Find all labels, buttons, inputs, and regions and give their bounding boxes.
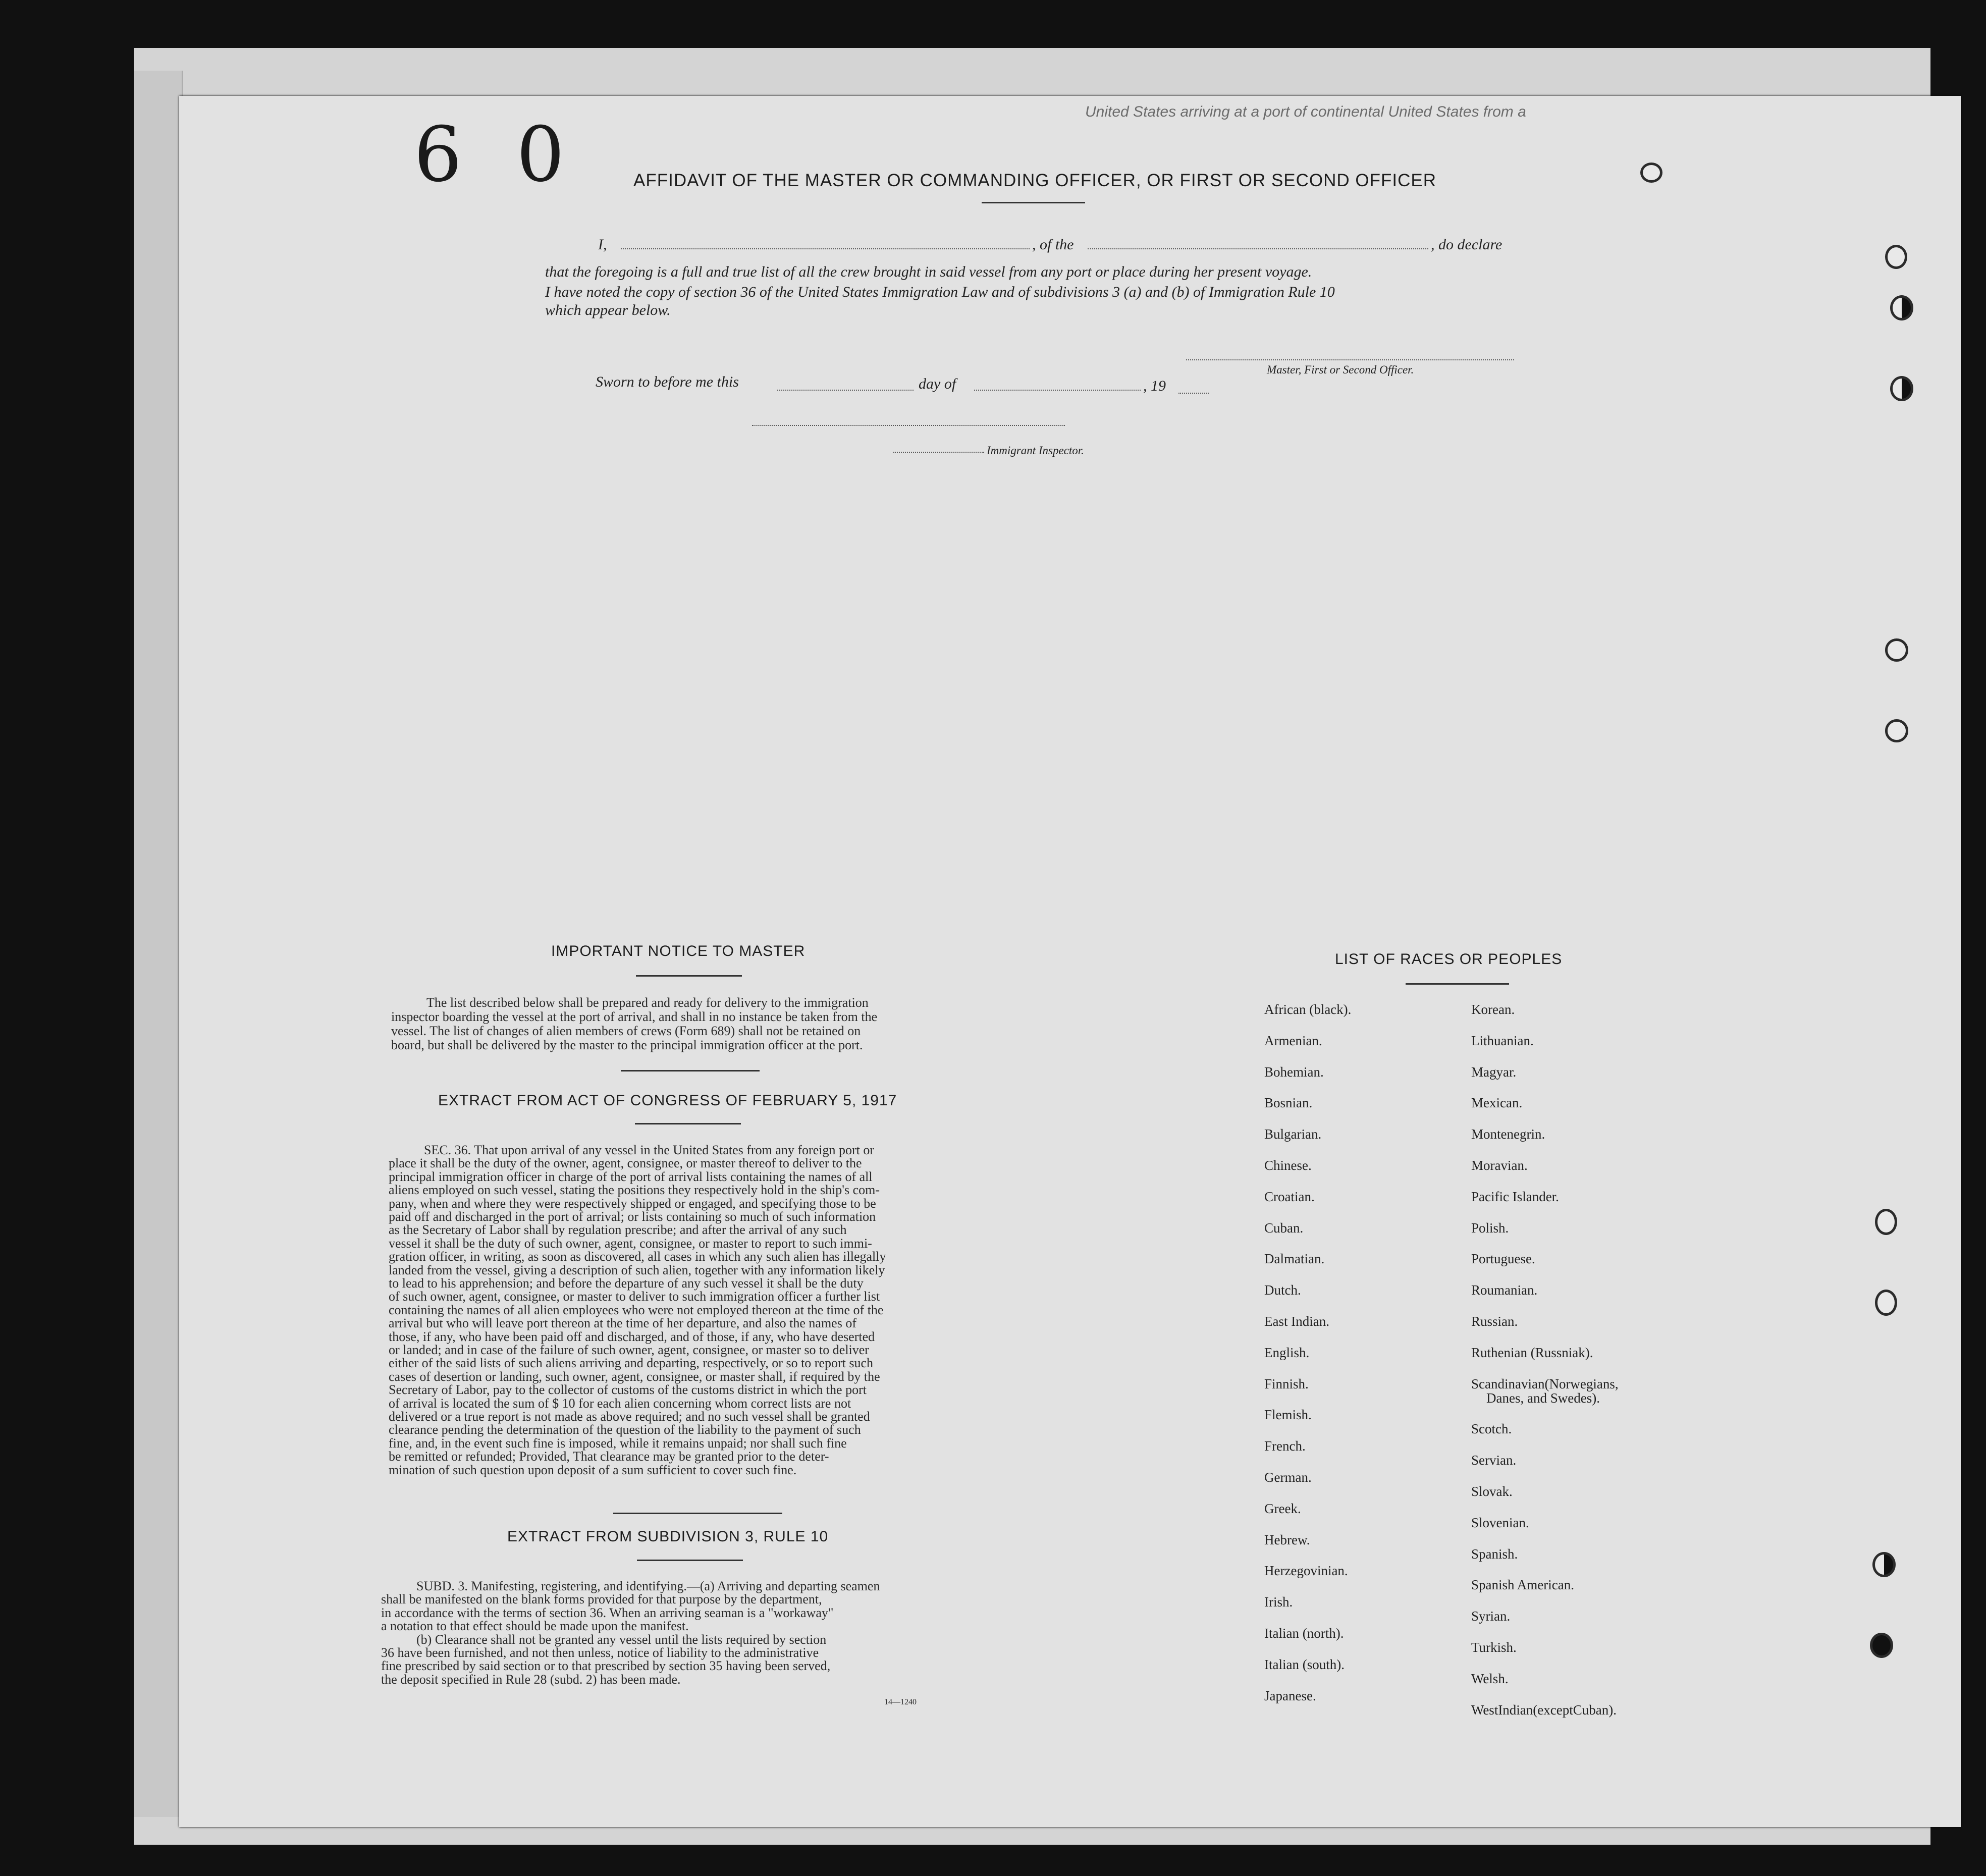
- body-line: either of the said lists of such aliens arriving and departing, respectively, or so to report such: [389, 1356, 874, 1371]
- race-item: Ruthenian (Russniak).: [1471, 1345, 1593, 1360]
- race-item: Chinese.: [1264, 1158, 1312, 1173]
- body-line: delivered or a true report is not made as above required; and no such vessel shall be granted: [389, 1409, 870, 1424]
- race-item: Lithuanian.: [1471, 1033, 1534, 1048]
- master-signature-label: Master, First or Second Officer.: [1267, 363, 1414, 376]
- race-item: Polish.: [1471, 1220, 1509, 1236]
- body-line: fine prescribed by said section or to that prescribed by section 35 having been served,: [381, 1658, 831, 1674]
- affidavit-title: AFFIDAVIT OF THE MASTER OR COMMANDING OFFICER, OR FIRST OR SECOND OFFICER: [633, 171, 1437, 190]
- race-item: Syrian.: [1471, 1609, 1511, 1624]
- vessel-field[interactable]: [1088, 248, 1428, 249]
- extract-rule-title: EXTRACT FROM SUBDIVISION 3, RULE 10: [507, 1528, 829, 1545]
- body-line: place it shall be the duty of the owner, agent, consignee, or master thereof to deliver to the: [389, 1156, 862, 1171]
- race-item: Servian.: [1471, 1453, 1517, 1468]
- race-item: Herzegovinian.: [1264, 1563, 1348, 1579]
- body-line: of arrival is located the sum of $ 10 for each alien concerning whom correct lists are not: [389, 1396, 851, 1411]
- body-line: mination of such question upon deposit of a sum sufficient to cover such fine.: [389, 1462, 797, 1477]
- divider: [621, 1070, 760, 1071]
- punch-hole-icon: [1885, 638, 1908, 662]
- race-item: East Indian.: [1264, 1314, 1329, 1329]
- race-item: Slovenian.: [1471, 1515, 1529, 1530]
- master-signature-field[interactable]: [1186, 359, 1514, 360]
- race-item: Scandinavian(Norwegians,: [1471, 1376, 1619, 1391]
- race-item: Moravian.: [1471, 1158, 1528, 1173]
- divider: [613, 1513, 782, 1514]
- race-item: Russian.: [1471, 1314, 1518, 1329]
- sworn-label: Sworn to before me this: [596, 373, 739, 390]
- race-item: Pacific Islander.: [1471, 1189, 1559, 1204]
- body-line: as the Secretary of Labor shall by regulation prescribe; and after the arrival of any such: [389, 1222, 847, 1238]
- race-item: Armenian.: [1264, 1033, 1322, 1048]
- race-item: Korean.: [1471, 1002, 1515, 1017]
- race-item: Dalmatian.: [1264, 1251, 1325, 1267]
- body-line: clearance pending the determination of the question of the liability to the payment of such: [389, 1422, 861, 1437]
- race-item: Japanese.: [1264, 1688, 1316, 1703]
- divider: [635, 1123, 741, 1124]
- affidavit-line-3: which appear below.: [545, 302, 671, 318]
- body-line: those, if any, who have been paid off and discharged, and of those, if any, who have deserted: [389, 1329, 875, 1344]
- race-item: Greek.: [1264, 1500, 1301, 1516]
- body-line: arrival but who will leave port thereon at the time of her departure, and also the names of: [389, 1316, 856, 1331]
- body-line: a notation to that effect should be made upon the manifest.: [381, 1619, 689, 1634]
- notice-line: inspector boarding the vessel at the port of arrival, and shall in no instance be taken from the: [391, 1009, 878, 1024]
- body-line: in accordance with the terms of section 36. When an arriving seaman is a "workaway": [381, 1605, 834, 1620]
- body-line: fine, and, in the event such fine is imposed, while it remains unpaid; nor shall such fine: [389, 1435, 847, 1451]
- race-item: Hebrew.: [1264, 1532, 1310, 1547]
- race-item: Magyar.: [1471, 1064, 1517, 1080]
- race-item: Spanish American.: [1471, 1577, 1574, 1593]
- race-item: Cuban.: [1264, 1220, 1304, 1236]
- race-item: Roumanian.: [1471, 1282, 1538, 1298]
- year-prefix: , 19: [1143, 378, 1166, 394]
- punch-hole-icon: [1875, 1209, 1897, 1235]
- body-line: (b) Clearance shall not be granted any vessel until the lists required by section: [416, 1632, 827, 1647]
- races-title: LIST OF RACES OR PEOPLES: [1335, 951, 1563, 968]
- underlying-page-text: United States arriving at a port of continental United States from a: [1085, 103, 1526, 120]
- form-number: 14—1240: [884, 1698, 917, 1706]
- body-line: the deposit specified in Rule 28 (subd. 2) has been made.: [381, 1672, 681, 1687]
- body-line: principal immigration officer in charge of the port of arrival lists containing the names of all: [389, 1169, 873, 1184]
- name-field[interactable]: [621, 248, 1030, 249]
- punch-hole-icon: [1885, 719, 1908, 742]
- race-item: Slovak.: [1471, 1484, 1513, 1499]
- race-item: German.: [1264, 1470, 1312, 1485]
- race-item: Italian (south).: [1264, 1656, 1345, 1672]
- divider: [1406, 983, 1509, 985]
- sworn-year-field[interactable]: [1178, 393, 1209, 394]
- race-item: Spanish.: [1471, 1546, 1518, 1562]
- divider: [636, 975, 742, 977]
- notice-line: board, but shall be delivered by the master to the principal immigration officer at the port.: [391, 1038, 863, 1052]
- body-line: shall be manifested on the blank forms provided for that purpose by the department,: [381, 1592, 822, 1607]
- punch-hole-icon: [1875, 1290, 1897, 1316]
- body-line: landed from the vessel, giving a description of such alien, together with any information likely: [389, 1262, 885, 1277]
- race-item: Finnish.: [1264, 1376, 1309, 1391]
- race-item: Bosnian.: [1264, 1095, 1313, 1111]
- body-line: or landed; and in case of the failure of such owner, agent, consignee, or master so to deliver: [389, 1343, 869, 1357]
- punch-hole-icon: [1890, 295, 1913, 320]
- race-item: Bohemian.: [1264, 1064, 1324, 1080]
- punch-hole-icon: [1885, 245, 1907, 269]
- notice-title: IMPORTANT NOTICE TO MASTER: [551, 943, 806, 959]
- document-page: [179, 96, 1961, 1827]
- body-line: SEC. 36. That upon arrival of any vessel in the United States from any foreign port or: [424, 1143, 874, 1157]
- affidavit-of-the: , of the: [1032, 236, 1074, 253]
- divider: [982, 202, 1085, 203]
- affidavit-line-2: I have noted the copy of section 36 of the United States Immigration Law and of subdivisions 3 (a) and (b) of Immigration Rule 10: [545, 284, 1335, 300]
- body-line: cases of desertion or landing, such owner, agent, consignee, or master shall, if required by the: [389, 1369, 880, 1384]
- inspector-label: Immigrant Inspector.: [987, 444, 1084, 457]
- punch-hole-icon: [1872, 1552, 1896, 1577]
- race-item: English.: [1264, 1345, 1310, 1360]
- affidavit-i-label: I,: [598, 236, 607, 253]
- extract-act-title: EXTRACT FROM ACT OF CONGRESS OF FEBRUARY 5, 1917: [438, 1092, 897, 1109]
- race-item: Portuguese.: [1471, 1251, 1535, 1267]
- body-line: vessel it shall be the duty of such owner, agent, consignee, or master to report to such immi-: [389, 1236, 872, 1251]
- notice-line: vessel. The list of changes of alien members of crews (Form 689) shall not be retained on: [391, 1024, 861, 1038]
- race-item: Mexican.: [1471, 1095, 1523, 1111]
- race-item: Italian (north).: [1264, 1626, 1344, 1641]
- body-line: SUBD. 3. Manifesting, registering, and identifying.—(a) Arriving and departing seamen: [416, 1579, 880, 1593]
- body-line: paid off and discharged in the port of arrival; or lists containing so much of such information: [389, 1209, 876, 1224]
- race-item: French.: [1264, 1438, 1306, 1454]
- notice-line: The list described below shall be prepared and ready for delivery to the immigration: [426, 995, 869, 1010]
- divider: [637, 1560, 743, 1561]
- race-item: WestIndian(exceptCuban).: [1471, 1702, 1617, 1718]
- race-item: Turkish.: [1471, 1640, 1517, 1655]
- race-item: Montenegrin.: [1471, 1127, 1545, 1142]
- back-sheet-ruled-edge: [134, 71, 183, 1817]
- race-item: Irish.: [1264, 1594, 1293, 1610]
- body-line: gration officer, in writing, as soon as discovered, all cases in which any such alien has illegally: [389, 1249, 886, 1264]
- body-line: to lead to his apprehension; and before the departure of any such vessel it shall be the duty: [389, 1276, 864, 1291]
- race-item: Dutch.: [1264, 1282, 1301, 1298]
- body-line: Secretary of Labor, pay to the collector of customs of the customs district in which the port: [389, 1382, 867, 1398]
- punch-hole-icon: [1870, 1633, 1893, 1658]
- handwritten-number: 6 0: [414, 111, 580, 199]
- sworn-month-field[interactable]: [974, 390, 1141, 391]
- race-item: Scotch.: [1471, 1421, 1512, 1437]
- body-line: pany, when and where they were respectively shipped or engaged, and specifying those to be: [389, 1196, 876, 1211]
- body-line: of such owner, agent, consignee, or master to deliver to such immigration officer a further list: [389, 1289, 880, 1304]
- inspector-signature-field[interactable]: [752, 425, 1065, 426]
- inspector-name-field[interactable]: [893, 452, 984, 453]
- day-of-label: day of: [919, 376, 956, 392]
- affidavit-line-1: that the foregoing is a full and true list of all the crew brought in said vessel from any port or place during her present voyage.: [545, 263, 1312, 280]
- race-item: Danes, and Swedes).: [1486, 1390, 1600, 1406]
- body-line: containing the names of all alien employees who were not employed thereon at the time of the: [389, 1302, 884, 1317]
- race-item: Bulgarian.: [1264, 1127, 1322, 1142]
- body-line: be remitted or refunded; Provided, That clearance may be granted prior to the deter-: [389, 1449, 829, 1464]
- punch-hole-icon: [1640, 163, 1662, 183]
- race-item: Flemish.: [1264, 1407, 1312, 1423]
- race-item: African (black).: [1264, 1002, 1352, 1017]
- race-item: Croatian.: [1264, 1189, 1315, 1204]
- race-item: Welsh.: [1471, 1671, 1509, 1686]
- sworn-day-field[interactable]: [777, 390, 914, 391]
- punch-hole-icon: [1890, 376, 1913, 401]
- body-line: 36 have been furnished, and not then unless, notice of liability to the administrative: [381, 1645, 819, 1660]
- body-line: aliens employed on such vessel, stating the positions they respectively hold in the ship's com-: [389, 1183, 880, 1198]
- affidavit-do-declare: , do declare: [1431, 236, 1502, 253]
